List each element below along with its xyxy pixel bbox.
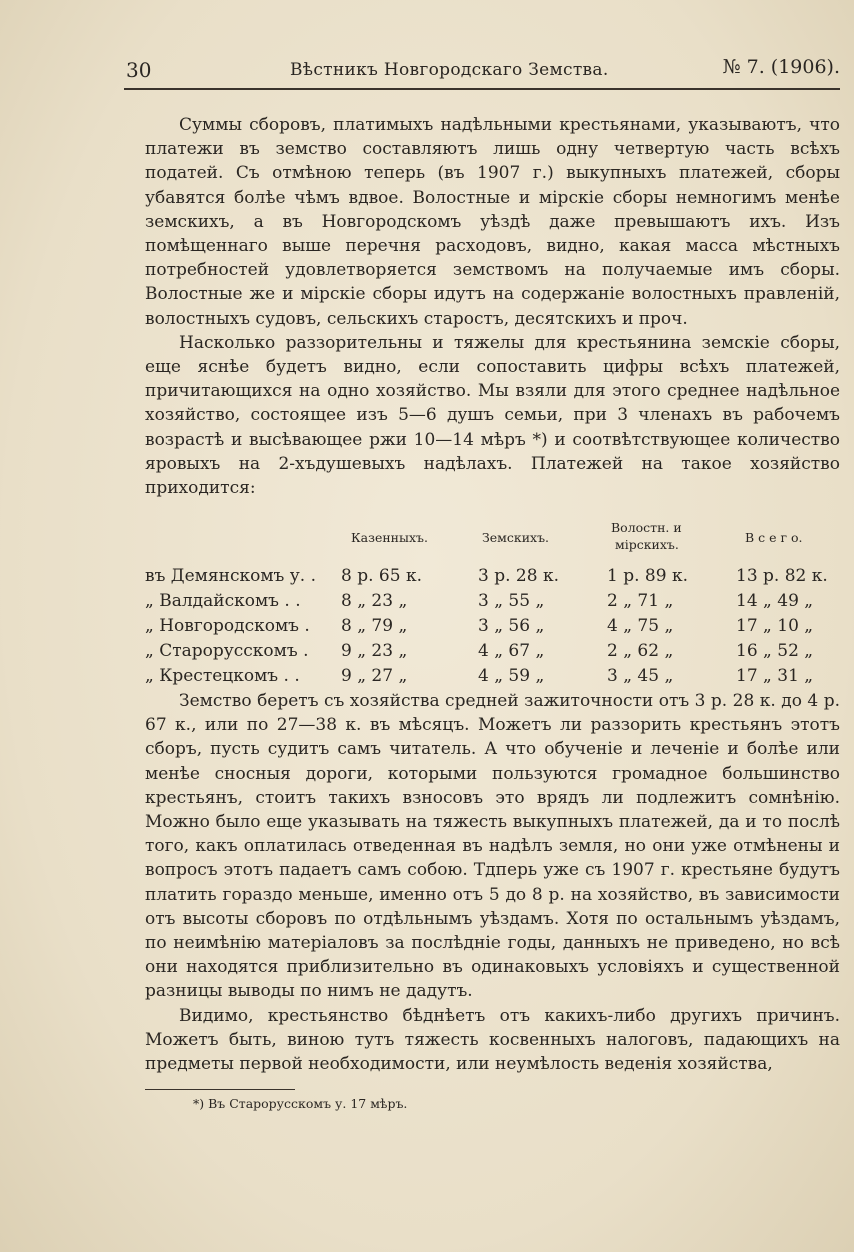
row-total: 16 „ 52 „ (736, 641, 814, 661)
table-row (145, 641, 840, 665)
row-total: 14 „ 49 „ (736, 591, 814, 611)
table-header (145, 517, 840, 557)
footnote: *) Въ Старорусскомъ у. 17 мѣръ. (193, 1096, 408, 1111)
col-header-volost: Волостн. и (611, 520, 682, 535)
text-block-upper (145, 113, 840, 500)
row-zemskikh: 3 „ 56 „ (478, 616, 545, 636)
running-header (126, 58, 840, 88)
col-header-mirskikh: мірскихъ. (615, 537, 679, 552)
row-volost: 2 „ 62 „ (607, 641, 674, 661)
paragraph-4: Видимо, крестьянство бѣднѣетъ отъ какихъ-либо другихъ причинъ. Можетъ быть, виною тутъ тяжесть косвенныхъ налоговъ, падающихъ на предметы первой необходимости, или неумѣлость веденія хозяйства, (145, 1005, 840, 1075)
page-number: 30 (126, 58, 152, 82)
row-district: „ Старорусскомъ . (145, 641, 309, 661)
paragraph-1: Суммы сборовъ, платимыхъ надѣльными крестьянами, указываютъ, что платежи въ земство составляютъ лишь одну четвертую часть всѣхъ податей. Съ отмѣною теперь (въ 1907 г.) выкупныхъ платежей, сборы убавятся болѣе чѣмъ вдвое. Волостные и мірскіе сборы немногимъ менѣе земскихъ, а въ Новгородскомъ уѣздѣ даже превышаютъ ихъ. Изъ помѣщеннаго выше перечня расходовъ, видно, какая масса мѣстныхъ потребностей удовлетворяется земствомъ на получаемые имъ сборы. Волостные же и мірскіе сборы идутъ на содержаніе волостныхъ правленій, волостныхъ судовъ, сельскихъ старостъ, десятскихъ и проч. (145, 115, 840, 329)
row-volost: 3 „ 45 „ (607, 666, 674, 686)
row-total: 17 „ 31 „ (736, 666, 814, 686)
table-row (145, 616, 840, 640)
row-kazennykh: 8 „ 23 „ (341, 591, 408, 611)
text-block-lower (145, 689, 840, 1076)
row-kazennykh: 9 „ 23 „ (341, 641, 408, 661)
row-kazennykh: 8 р. 65 к. (341, 566, 422, 586)
row-zemskikh: 3 „ 55 „ (478, 591, 545, 611)
row-kazennykh: 9 „ 27 „ (341, 666, 408, 686)
row-total: 17 „ 10 „ (736, 616, 814, 636)
footnote-rule (145, 1089, 295, 1090)
issue-number: № 7. (1906). (722, 56, 840, 78)
row-zemskikh: 3 р. 28 к. (478, 566, 559, 586)
paragraph-2: Насколько раззорительны и тяжелы для крестьянина земскіе сборы, еще яснѣе будетъ видно, если сопоставить цифры всѣхъ платежей, причитающихся на одно хозяйство. Мы взяли для этого среднее надѣльное хозяйство, состоящее изъ 5—6 душъ семьи, при 3 членахъ въ рабочемъ возрастѣ и высѣвающее ржи 10—14 мѣръ *) и соотвѣтствующее количество яровыхъ на 2-хъдушевыхъ надѣлахъ. Платежей на такое хозяйство приходится: (145, 332, 840, 499)
row-zemskikh: 4 „ 67 „ (478, 641, 545, 661)
table-row (145, 666, 840, 690)
row-district: „ Новгородскомъ . (145, 616, 310, 636)
row-volost: 4 „ 75 „ (607, 616, 674, 636)
col-header-total: В с е г о. (745, 530, 803, 545)
row-district: „ Крестецкомъ . . (145, 666, 300, 686)
journal-title: Вѣстникъ Новгородскаго Земства. (290, 60, 609, 80)
row-district: „ Валдайскомъ . . (145, 591, 301, 611)
row-district: въ Демянскомъ у. . (145, 566, 316, 586)
col-header-zemskikh: Земскихъ. (482, 530, 550, 545)
row-kazennykh: 8 „ 79 „ (341, 616, 408, 636)
table-row (145, 591, 840, 615)
col-header-kazennykh: Казенныхъ. (351, 530, 428, 545)
row-zemskikh: 4 „ 59 „ (478, 666, 545, 686)
table-row (145, 566, 840, 590)
row-total: 13 р. 82 к. (736, 566, 828, 586)
header-rule (124, 88, 840, 90)
paragraph-3: Земство беретъ съ хозяйства средней зажиточности отъ 3 р. 28 к. до 4 р. 67 к., или по 27—38 к. въ мѣсяцъ. Можетъ ли раззорить крестьянъ этотъ сборъ, пусть судитъ самъ читатель. А что обученіе и леченіе и болѣе или менѣе сносныя дороги, которыми пользуются громадное большинство крестьянъ, стоитъ такихъ взносовъ это врядъ ли подлежитъ сомнѣнію. Можно было еще указывать на тяжесть выкупныхъ платежей, да и то послѣ того, какъ оплатилась отведенная въ надѣлъ земля, но они уже отмѣнены и вопросъ этотъ падаетъ самъ собою. Тдперь уже съ 1907 г. крестьяне будутъ платить гораздо меньше, именно отъ 5 до 8 р. на хозяйство, въ зависимости отъ высоты сборовъ по отдѣльнымъ уѣздамъ. Хотя по остальнымъ уѣздамъ, по неимѣнію матеріаловъ за послѣдніе годы, данныхъ не приведено, но всѣ они находятся приблизительно въ одинаковыхъ условіяхъ и существенной разницы выводы по нимъ не дадутъ. (145, 691, 840, 1002)
row-volost: 2 „ 71 „ (607, 591, 674, 611)
row-volost: 1 р. 89 к. (607, 566, 688, 586)
